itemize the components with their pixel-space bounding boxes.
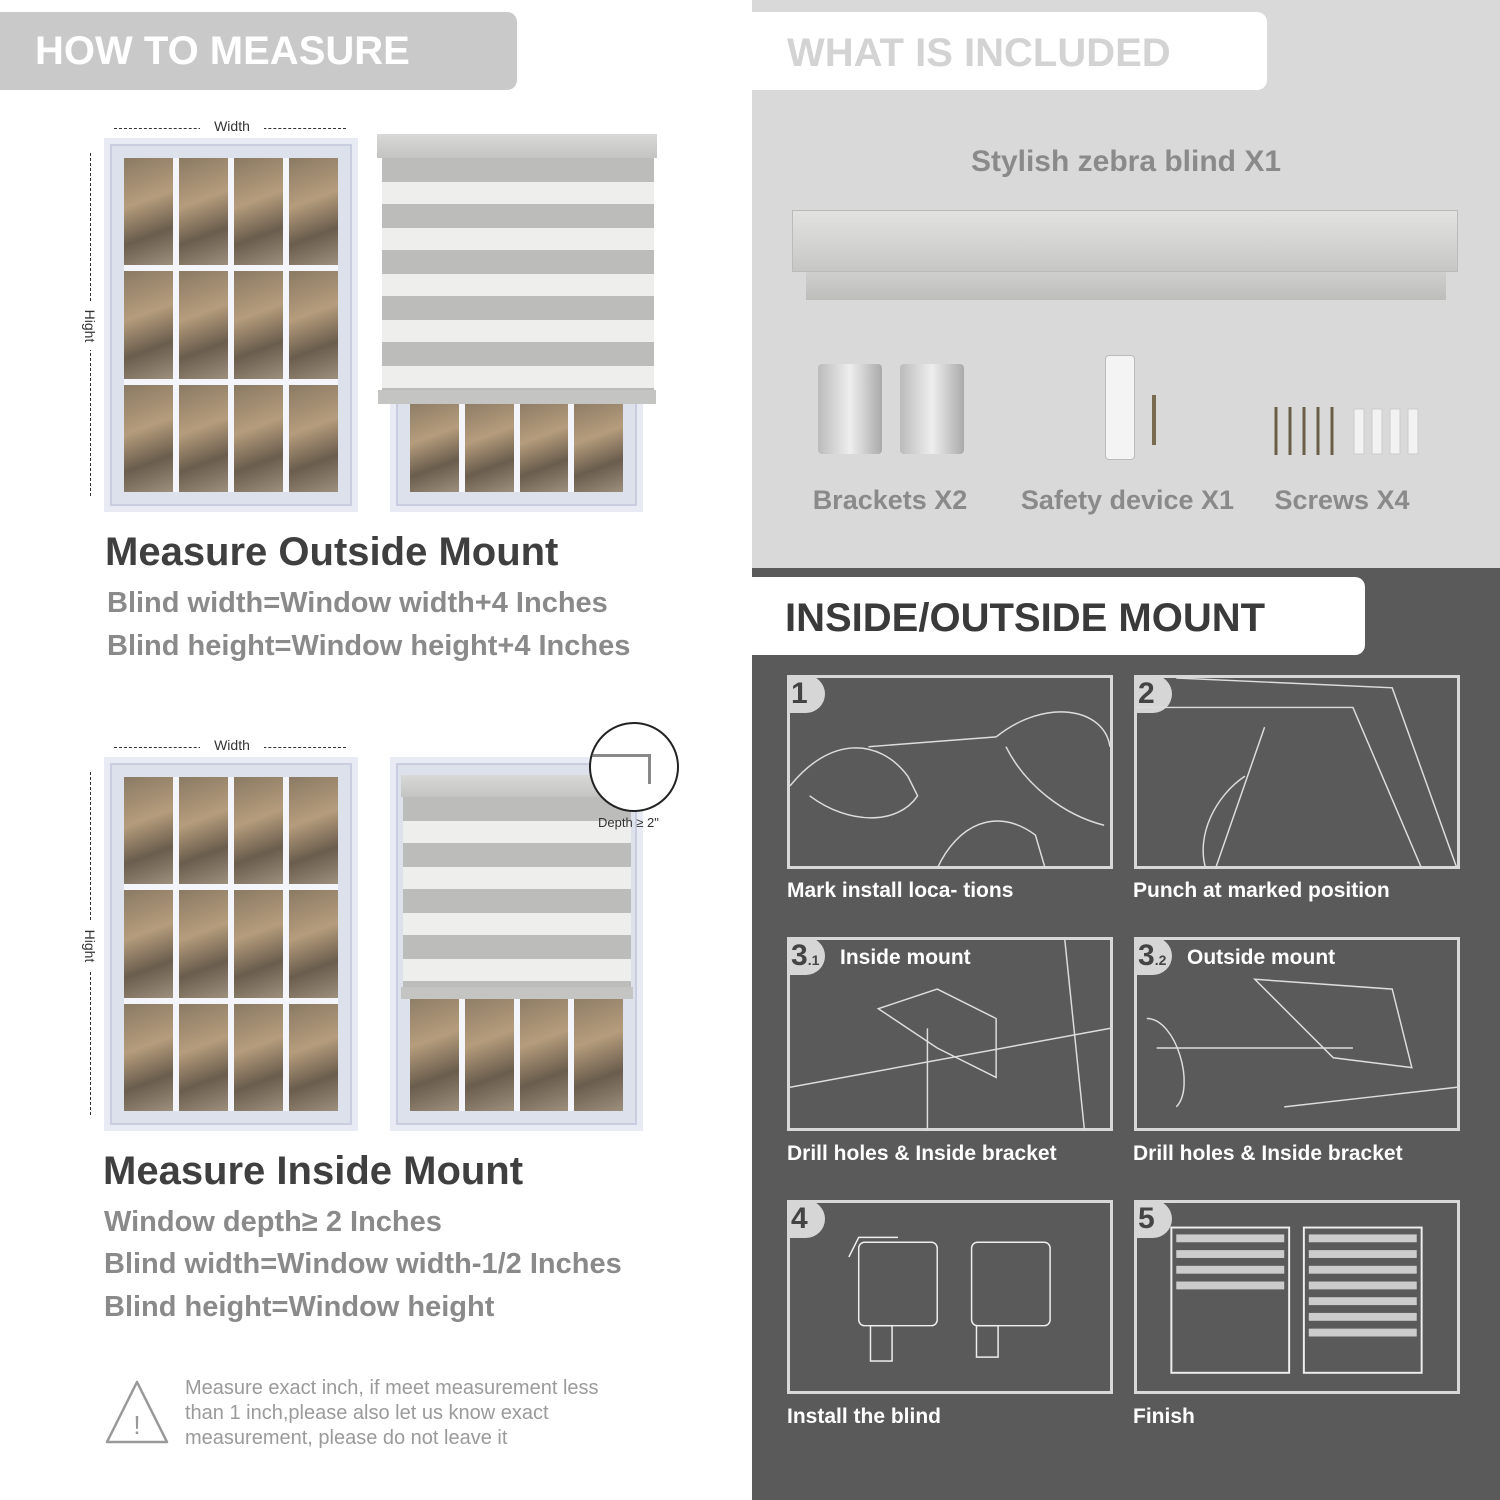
step-3-2-illustration bbox=[1134, 937, 1460, 1131]
bracket-image bbox=[900, 364, 964, 454]
brackets-label: Brackets X2 bbox=[812, 485, 968, 515]
step-3-1-caption: Drill holes & Inside bracket bbox=[787, 1142, 1057, 1165]
warning-triangle-icon bbox=[103, 1378, 171, 1448]
step-1-illustration bbox=[787, 675, 1113, 869]
blind-bottom-rail bbox=[378, 390, 656, 404]
step-4-caption: Install the blind bbox=[787, 1405, 942, 1428]
zebra-blind-label: Stylish zebra blind X1 bbox=[970, 145, 1282, 178]
bracket-image bbox=[818, 364, 882, 454]
safety-device-image bbox=[1105, 355, 1135, 460]
inside-mount-rule-2: Blind width=Window width-1/2 Inches bbox=[104, 1248, 622, 1280]
height-label: Hight bbox=[82, 302, 98, 350]
measurement-note bbox=[185, 1376, 599, 1451]
height-label: Hight bbox=[82, 922, 98, 970]
note-line: than 1 inch,please also let us know exact bbox=[185, 1402, 549, 1424]
step-3-2-caption: Drill holes & Inside bracket bbox=[1133, 1142, 1403, 1165]
inside-mount-title: Measure Inside Mount bbox=[103, 1149, 524, 1193]
step-title: Inside mount bbox=[840, 946, 971, 969]
note-line: Measure exact inch, if meet measurement less bbox=[185, 1377, 599, 1399]
step-number: 2 bbox=[1134, 675, 1172, 713]
blind-cassette-lower bbox=[806, 272, 1446, 300]
width-label: Width bbox=[200, 737, 264, 753]
screw-image bbox=[1152, 395, 1156, 445]
step-5-caption: Finish bbox=[1133, 1405, 1195, 1428]
blind-bottom-rail bbox=[401, 987, 633, 999]
screws-label: Screws X4 bbox=[1274, 485, 1410, 515]
step-2-caption: Punch at marked position bbox=[1133, 879, 1390, 902]
inside-mount-rule-1: Window depth≥ 2 Inches bbox=[104, 1206, 442, 1238]
step-number: 1 bbox=[787, 675, 825, 713]
what-is-included-header: WHAT IS INCLUDED bbox=[752, 12, 1267, 90]
window-image bbox=[104, 757, 358, 1131]
step-number: 4 bbox=[787, 1200, 825, 1238]
blind-cassette bbox=[377, 134, 657, 158]
step-title: Outside mount bbox=[1187, 946, 1336, 969]
zebra-blind-image bbox=[382, 158, 654, 390]
step-5-illustration bbox=[1134, 1200, 1460, 1394]
outside-mount-rule-1: Blind width=Window width+4 Inches bbox=[107, 587, 608, 619]
inside-outside-mount-header: INSIDE/OUTSIDE MOUNT bbox=[752, 577, 1365, 655]
step-number: 5 bbox=[1134, 1200, 1172, 1238]
outside-mount-title: Measure Outside Mount bbox=[105, 530, 559, 574]
window-image bbox=[104, 138, 358, 512]
depth-label: Depth ≥ 2" bbox=[598, 815, 659, 830]
zebra-blind-image bbox=[403, 797, 631, 987]
step-3-1-illustration bbox=[787, 937, 1113, 1131]
screws-and-anchors-image bbox=[1270, 405, 1425, 460]
step-number: 3.2 bbox=[1134, 937, 1172, 975]
note-line: measurement, please do not leave it bbox=[185, 1427, 508, 1449]
blind-cassette-image bbox=[792, 210, 1458, 272]
depth-detail-circle bbox=[589, 722, 679, 812]
outside-mount-rule-2: Blind height=Window height+4 Inches bbox=[107, 630, 631, 662]
step-number: 3.1 bbox=[787, 937, 825, 975]
step-4-illustration bbox=[787, 1200, 1113, 1394]
step-1-caption: Mark install loca- tions bbox=[787, 879, 1014, 902]
svg-text:!: ! bbox=[133, 1410, 141, 1440]
step-2-illustration bbox=[1134, 675, 1460, 869]
inside-mount-rule-3: Blind height=Window height bbox=[104, 1291, 495, 1323]
safety-device-label: Safety device X1 bbox=[1020, 485, 1235, 515]
how-to-measure-header: HOW TO MEASURE bbox=[0, 12, 517, 90]
width-label: Width bbox=[200, 118, 264, 134]
